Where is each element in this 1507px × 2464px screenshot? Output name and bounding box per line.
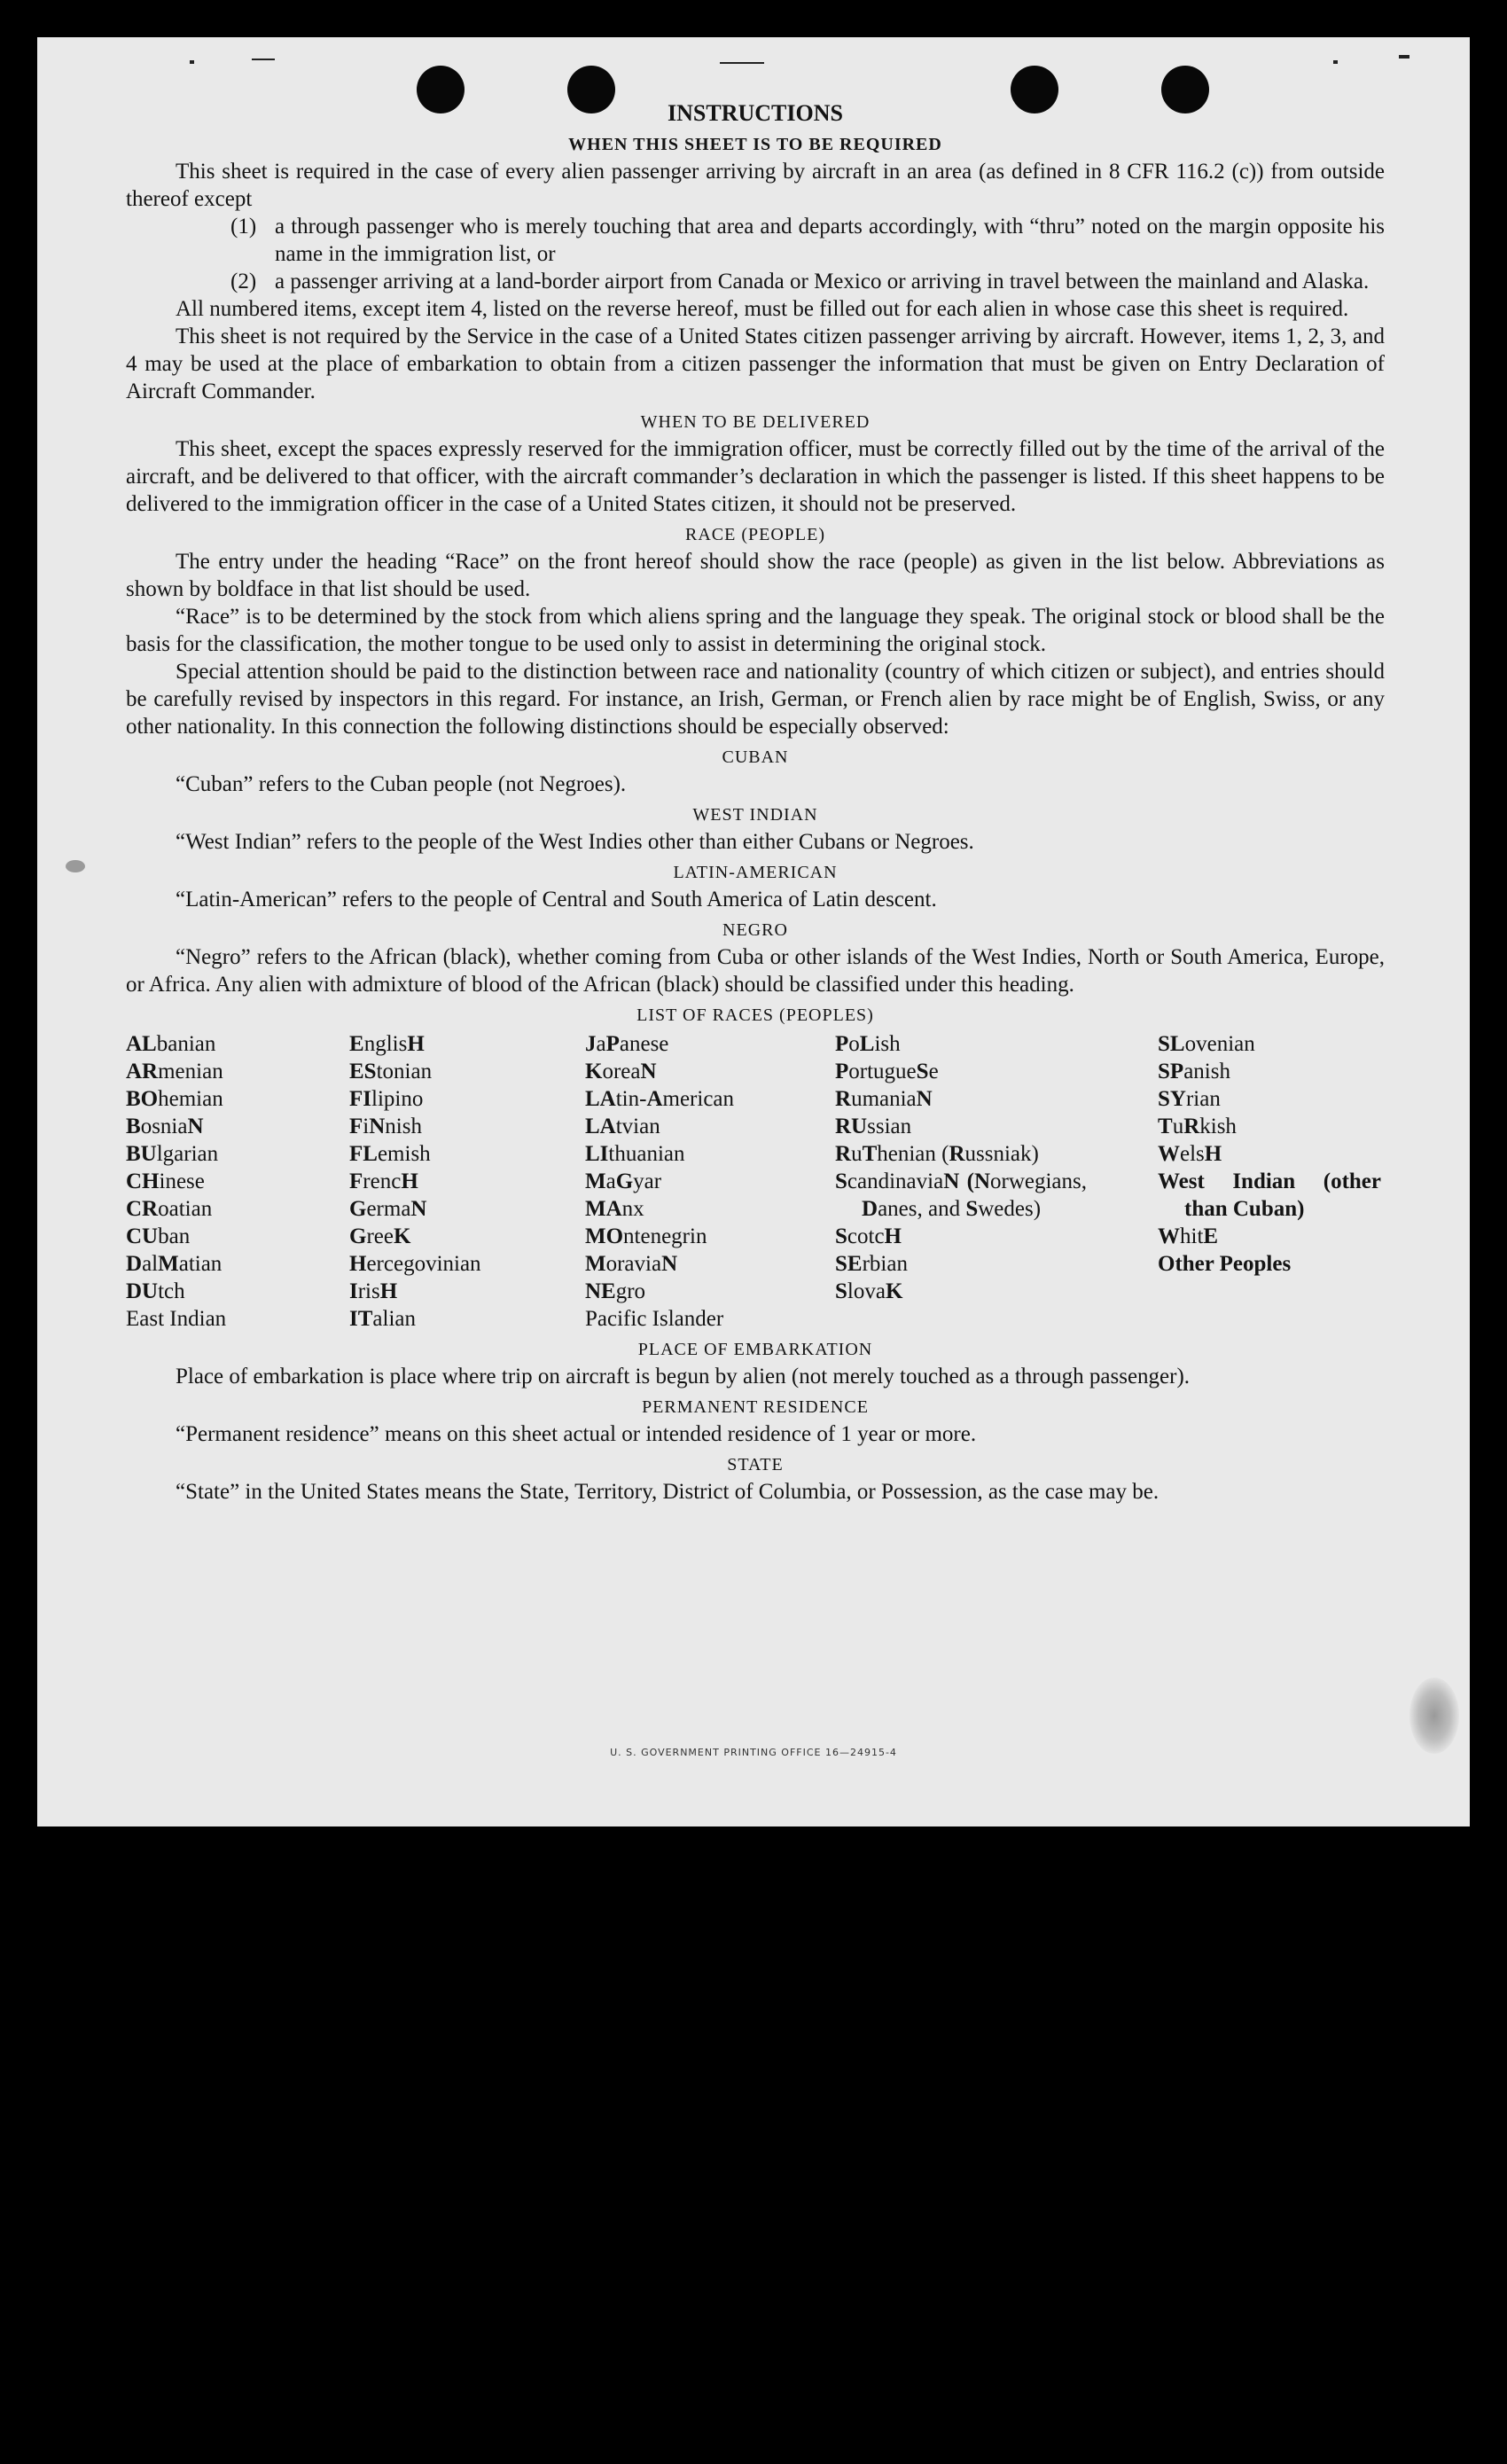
race-entry: RuThenian (Russniak): [835, 1142, 1039, 1166]
paragraph: All numbered items, except item 4, listed on the reverse hereof, must be filled out for each alien in whose case this sheet is required.: [176, 297, 1349, 321]
races-column: [585, 1030, 835, 1333]
races-list: [126, 1030, 1385, 1333]
race-entry: West Indian (other than Cuban): [1158, 1169, 1381, 1221]
race-entry: EStonian: [349, 1060, 433, 1083]
section-heading-latin-american: LATIN-AMERICAN: [673, 863, 838, 882]
race-entry: BosniaN: [126, 1115, 204, 1138]
speck: [1399, 55, 1409, 59]
race-entry: Hercegovinian: [349, 1252, 481, 1276]
section-heading-negro: NEGRO: [722, 920, 788, 940]
race-entry: Other Peoples: [1158, 1252, 1292, 1276]
race-entry: BOhemian: [126, 1087, 223, 1111]
races-column: [126, 1030, 349, 1333]
race-entry: SYrian: [1158, 1087, 1221, 1111]
race-entry: CHinese: [126, 1169, 205, 1193]
race-entry: SLovenian: [1158, 1032, 1255, 1056]
race-entry: ScotcH: [835, 1224, 902, 1248]
race-entry: NEgro: [585, 1279, 646, 1303]
race-entry: GermaN: [349, 1197, 427, 1221]
paragraph: “West Indian” refers to the people of the West Indies other than either Cubans or Negroes.: [176, 830, 974, 854]
list-item: [126, 268, 1385, 295]
speck: [252, 59, 275, 60]
race-entry: SErbian: [835, 1252, 908, 1276]
section-heading-when-delivered: WHEN TO BE DELIVERED: [640, 412, 871, 432]
item-number: (1): [230, 215, 257, 239]
race-entry: ARmenian: [126, 1060, 223, 1083]
race-entry: KoreaN: [585, 1060, 657, 1083]
list-item: [126, 213, 1385, 268]
races-column: [835, 1030, 1158, 1333]
race-entry: PoLish: [835, 1032, 901, 1056]
paragraph: “Cuban” refers to the Cuban people (not Negroes).: [176, 772, 627, 796]
paragraph: This sheet is required in the case of every alien passenger arriving by aircraft in an area (as defined in 8 CFR 116.2 (c)) from outside thereof except: [126, 160, 1385, 211]
page-title: INSTRUCTIONS: [668, 100, 843, 126]
race-entry: ITalian: [349, 1307, 416, 1331]
race-entry: WelsH: [1158, 1142, 1222, 1166]
item-text: a through passenger who is merely touching that area and departs accordingly, with “thru” noted on the margin opposite his name in the immigration list, or: [275, 215, 1385, 266]
race-entry: RumaniaN: [835, 1087, 933, 1111]
section-heading-residence: PERMANENT RESIDENCE: [642, 1397, 869, 1417]
race-entry: LIthuanian: [585, 1142, 685, 1166]
race-entry: MaGyar: [585, 1169, 662, 1193]
race-entry: LAtvian: [585, 1115, 660, 1138]
paragraph: “State” in the United States means the State, Territory, District of Columbia, or Possession, as the case may be.: [176, 1480, 1160, 1504]
race-entry: WhitE: [1158, 1224, 1219, 1248]
section-heading-state: STATE: [727, 1455, 784, 1474]
paragraph: This sheet, except the spaces expressly reserved for the immigration officer, must be correctly filled out by the time of the arrival of the aircraft, and be delivered to that officer, with the aircraft commander’s declaration in which the passenger is listed. If this sheet happens to be delivered to the immigration officer in the case of a United States citizen, it should not be preserved.: [126, 437, 1385, 516]
section-heading-cuban: CUBAN: [722, 747, 789, 767]
race-entry: MOntenegrin: [585, 1224, 707, 1248]
races-column: [1158, 1030, 1381, 1333]
race-entry: TuRkish: [1158, 1115, 1237, 1138]
speck: [190, 60, 194, 64]
race-entry: DalMatian: [126, 1252, 223, 1276]
paragraph: Place of embarkation is place where trip on aircraft is begun by alien (not merely touched as a through passenger).: [176, 1365, 1191, 1388]
section-heading-west-indian: WEST INDIAN: [692, 805, 818, 825]
race-entry: PortugueSe: [835, 1060, 939, 1083]
race-entry: JaPanese: [585, 1032, 669, 1056]
race-entry: FIlipino: [349, 1087, 424, 1111]
section-heading-embarkation: PLACE OF EMBARKATION: [637, 1340, 873, 1359]
document-sheet: [37, 37, 1470, 1826]
race-entry: MoraviaN: [585, 1252, 678, 1276]
race-entry: Pacific Islander: [585, 1307, 724, 1331]
race-entry: East Indian: [126, 1307, 227, 1331]
race-entry: DUtch: [126, 1279, 185, 1303]
race-entry: RUssian: [835, 1115, 912, 1138]
race-entry: MAnx: [585, 1197, 644, 1221]
exception-list: [126, 213, 1385, 295]
section-heading-list-of-races: LIST OF RACES (PEOPLES): [636, 1005, 874, 1025]
stain: [66, 860, 85, 872]
speck: [720, 62, 764, 64]
instructions-content: [126, 99, 1385, 1506]
paragraph: “Race” is to be determined by the stock from which aliens spring and the language they speak. The original stock or blood shall be the basis for the classification, the mother tongue to be used only to assist in determining the original stock.: [126, 605, 1385, 656]
item-number: (2): [230, 270, 257, 293]
paragraph: “Permanent residence” means on this sheet actual or intended residence of 1 year or more.: [176, 1422, 977, 1446]
race-entry: ALbanian: [126, 1032, 216, 1056]
race-entry: EnglisH: [349, 1032, 425, 1056]
race-entry: GreeK: [349, 1224, 411, 1248]
paragraph: “Latin-American” refers to the people of Central and South America of Latin descent.: [176, 888, 937, 911]
paragraph: “Negro” refers to the African (black), whether coming from Cuba or other islands of the West Indies, North or South America, Europe, or Africa. Any alien with admixture of blood of the African (black) should be classified under this heading.: [126, 945, 1385, 997]
race-entry: BUlgarian: [126, 1142, 219, 1166]
race-entry: FrencH: [349, 1169, 418, 1193]
section-heading-race: RACE (PEOPLE): [685, 525, 825, 544]
race-entry: CRoatian: [126, 1197, 213, 1221]
printing-office-footer: U. S. GOVERNMENT PRINTING OFFICE 16—24915-4: [610, 1747, 897, 1758]
race-entry: FLemish: [349, 1142, 431, 1166]
race-entry: IrisH: [349, 1279, 398, 1303]
race-entry: CUban: [126, 1224, 191, 1248]
race-entry: FiNnish: [349, 1115, 422, 1138]
paragraph: The entry under the heading “Race” on the front hereof should show the race (people) as given in the list below. Abbreviations as shown by boldface in that list should be used.: [126, 550, 1385, 601]
speck: [1333, 60, 1338, 64]
races-column: [349, 1030, 585, 1333]
race-entry: SPanish: [1158, 1060, 1230, 1083]
paragraph: This sheet is not required by the Service in the case of a United States citizen passenger arriving by aircraft. However, items 1, 2, 3, and 4 may be used at the place of embarkation to obtain from a citizen passenger the information that must be given on Entry Declaration of Aircraft Commander.: [126, 325, 1385, 403]
paragraph: Special attention should be paid to the distinction between race and nationality (country of which citizen or subject), and entries should be carefully revised by inspectors in this regard. For instance, an Irish, German, or French alien by race might be of English, Swiss, or any other nationality. In this connection the following distinctions should be especially observed:: [126, 660, 1385, 739]
race-entry: ScandinaviaN (Norwegians, Danes, and Swedes): [835, 1169, 1087, 1221]
race-entry: LAtin-American: [585, 1087, 735, 1111]
item-text: a passenger arriving at a land-border airport from Canada or Mexico or arriving in travel between the mainland and Alaska.: [275, 270, 1370, 293]
race-entry: SlovaK: [835, 1279, 903, 1303]
section-heading-when-required: WHEN THIS SHEET IS TO BE REQUIRED: [568, 135, 942, 154]
stain: [1409, 1678, 1459, 1754]
